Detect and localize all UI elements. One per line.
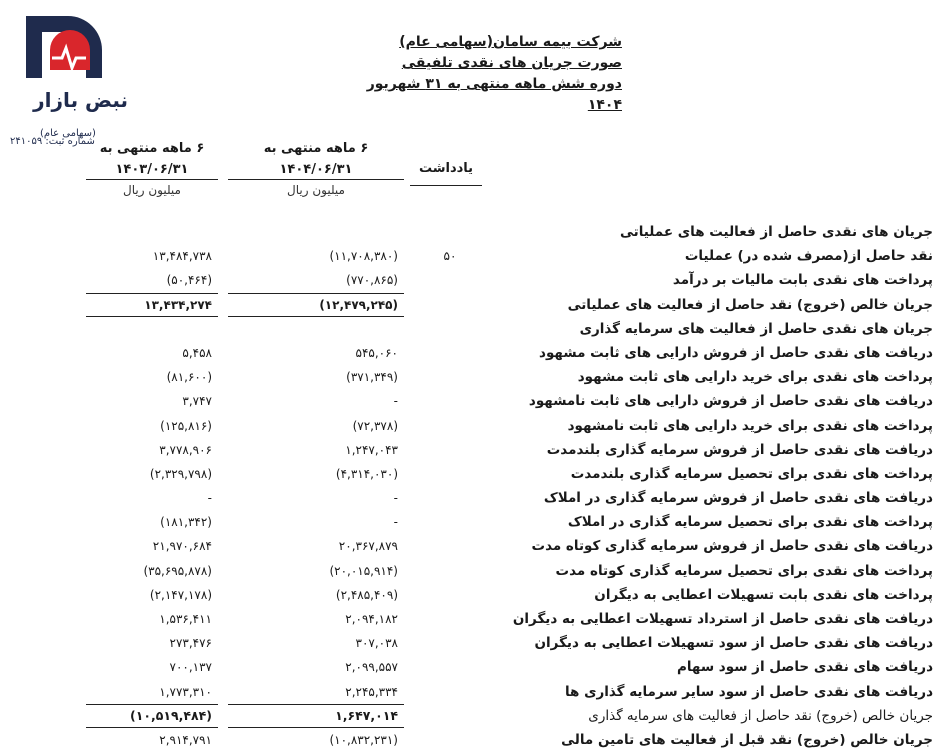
table-row	[0, 389, 945, 413]
row-current-value: -	[393, 515, 398, 530]
statement-header	[360, 32, 622, 116]
table-row	[0, 631, 945, 655]
row-previous-value: ۲۷۳,۴۷۶	[169, 636, 212, 651]
row-label: دریافت های نقدی حاصل از سود سهام	[676, 659, 933, 676]
row-previous-value: ۱,۵۳۶,۴۱۱	[159, 612, 212, 626]
row-previous-value: (۱۲۵,۸۱۶)	[160, 418, 212, 433]
row-current-value: (۲۰,۰۱۵,۹۱۴)	[329, 563, 398, 578]
row-current-value: (۴,۳۱۴,۰۳۰)	[335, 466, 398, 481]
table-row	[0, 510, 945, 534]
row-current-value: (۱۱,۷۰۸,۳۸۰)	[329, 249, 398, 264]
current-period-date: ۱۴۰۴/۰۶/۳۱	[228, 160, 404, 180]
table-row	[0, 268, 945, 292]
row-label: دریافت های نقدی حاصل از فروش سرمایه گذاری کوتاه مدت	[531, 538, 933, 555]
table-row	[0, 244, 945, 268]
row-previous-value: (۸۱,۶۰۰)	[166, 370, 212, 385]
previous-period-unit: میلیون ریال	[123, 183, 181, 197]
table-row	[0, 680, 945, 704]
table-row	[0, 655, 945, 679]
row-label: جریان خالص (خروج) نقد حاصل از فعالیت های عملیاتی	[567, 296, 933, 313]
row-current-value: ۲,۲۴۵,۳۳۴	[345, 684, 398, 699]
row-label: دریافت های نقدی حاصل از فروش دارایی های ثابت مشهود	[539, 344, 933, 361]
current-period-unit: میلیون ریال	[287, 183, 345, 197]
row-previous-value: (۳۵,۶۹۵,۸۷۸)	[143, 563, 212, 578]
row-previous-value: ۳,۷۴۷	[182, 394, 212, 409]
row-label: جریان خالص (خروج) نقد قبل از فعالیت های تامین مالی	[561, 731, 933, 748]
row-previous-value: ۳,۷۷۸,۹۰۶	[159, 442, 212, 457]
row-current-value: (۷۲,۳۷۸)	[352, 418, 398, 433]
row-label: پرداخت های نقدی بابت مالیات بر درآمد	[672, 272, 933, 289]
total-row-investing	[0, 704, 945, 728]
logo-subtitle: (سهامی عام)	[40, 128, 96, 139]
row-label: پرداخت های نقدی برای خرید دارایی های ثابت نامشهود	[567, 417, 933, 434]
row-label: دریافت های نقدی حاصل از استرداد تسهیلات اعطایی به دیگران	[512, 611, 933, 627]
row-previous-value: (۱۸۱,۳۴۲)	[160, 515, 212, 530]
table-row	[0, 341, 945, 365]
logo-name: نبض بازار	[33, 88, 128, 112]
company-title: شرکت بیمه سامان(سهامی عام)	[399, 34, 622, 50]
table-row	[0, 559, 945, 583]
row-label: پرداخت های نقدی برای تحصیل سرمایه گذاری در املاک	[567, 514, 933, 531]
table-row	[0, 365, 945, 389]
row-label: دریافت های نقدی حاصل از فروش سرمایه گذاری بلندمدت	[546, 441, 933, 458]
section-header-operating	[0, 220, 945, 244]
cash-flow-table	[0, 220, 945, 752]
row-note: ۵۰	[443, 249, 457, 264]
company-logo	[18, 10, 128, 140]
statement-title: صورت جریان های نقدی تلفیقی	[401, 55, 622, 71]
row-current-value: ۲۰,۳۶۷,۸۷۹	[338, 539, 398, 554]
row-previous-value: (۲,۱۴۷,۱۷۸)	[149, 587, 212, 602]
total-row-before-financing	[0, 728, 945, 752]
previous-period-title: ۶ ماهه منتهی به	[99, 141, 205, 156]
row-previous-value: ۲,۹۱۴,۷۹۱	[159, 732, 212, 747]
row-previous-value: -	[207, 491, 212, 506]
table-row	[0, 486, 945, 510]
row-current-value: (۳۷۱,۳۴۹)	[346, 370, 398, 385]
row-previous-value: ۷۰۰,۱۳۷	[169, 660, 212, 675]
row-current-value: ۲,۰۹۹,۵۵۷	[345, 660, 398, 675]
row-current-value: ۱,۲۴۷,۰۴۳	[345, 442, 398, 457]
row-current-value: (۱۲,۴۷۹,۲۴۵)	[228, 293, 404, 317]
row-label: پرداخت های نقدی برای خرید دارایی های ثابت مشهود	[577, 369, 933, 386]
row-label: جریان های نقدی حاصل از فعالیت های عملیاتی	[619, 224, 933, 240]
row-label: پرداخت های نقدی بابت تسهیلات اعطایی به دیگران	[594, 586, 933, 603]
row-label: دریافت های نقدی حاصل از فروش سرمایه گذاری در املاک	[543, 490, 933, 507]
table-row	[0, 607, 945, 631]
row-current-value: -	[393, 394, 398, 409]
row-previous-value: (۵۰,۴۶۴)	[166, 273, 212, 288]
column-header-note	[410, 152, 482, 186]
row-label: جریان خالص (خروج) نقد حاصل از فعالیت های سرمایه گذاری	[588, 707, 933, 724]
row-previous-value: ۲۱,۹۷۰,۶۸۴	[152, 539, 212, 554]
row-label: دریافت های نقدی حاصل از سود سایر سرمایه گذاری ها	[564, 683, 933, 700]
row-label: پرداخت های نقدی برای تحصیل سرمایه گذاری کوتاه مدت	[555, 562, 933, 579]
row-label: پرداخت های نقدی برای تحصیل سرمایه گذاری بلندمدت	[570, 465, 933, 482]
row-current-value: -	[393, 491, 398, 506]
note-title: یادداشت	[410, 152, 482, 186]
logo-mark-icon	[24, 14, 104, 80]
column-header-current	[228, 138, 404, 200]
row-previous-value: (۱۰,۵۱۹,۴۸۴)	[86, 704, 218, 728]
row-previous-value: ۵,۴۵۸	[182, 345, 212, 360]
period-title: دوره شش ماهه منتهی به ۳۱ شهریور ۱۴۰۴	[366, 76, 622, 113]
previous-period-date: ۱۴۰۳/۰۶/۳۱	[86, 160, 218, 180]
row-current-value: (۷۷۰,۸۶۵)	[346, 273, 398, 288]
table-row	[0, 462, 945, 486]
row-label: دریافت های نقدی حاصل از سود تسهیلات اعطایی به دیگران	[534, 635, 933, 652]
table-row	[0, 414, 945, 438]
row-current-value: ۲,۰۹۴,۱۸۲	[345, 612, 398, 626]
table-row	[0, 438, 945, 462]
row-current-value: ۵۴۵,۰۶۰	[355, 345, 398, 360]
registration-number: شماره ثبت: ۲۴۱۰۵۹	[10, 136, 95, 147]
row-previous-value: ۱۳,۴۳۴,۲۷۴	[86, 293, 218, 317]
table-row	[0, 583, 945, 607]
row-current-value: ۱,۶۴۷,۰۱۴	[228, 704, 404, 728]
current-period-title: ۶ ماهه منتهی به	[263, 141, 369, 156]
total-row-operating	[0, 293, 945, 317]
row-label: نقد حاصل از(مصرف شده در) عملیات	[684, 248, 933, 265]
row-previous-value: ۱۳,۴۸۴,۷۳۸	[152, 249, 212, 264]
table-row	[0, 534, 945, 558]
column-header-previous	[86, 138, 218, 200]
row-previous-value: (۲,۳۲۹,۷۹۸)	[149, 466, 212, 481]
row-label: دریافت های نقدی حاصل از فروش دارایی های ثابت نامشهود	[528, 393, 933, 410]
row-current-value: (۲,۴۸۵,۴۰۹)	[335, 587, 398, 602]
section-header-investing	[0, 317, 945, 341]
row-previous-value: ۱,۷۷۳,۳۱۰	[159, 684, 212, 699]
row-current-value: (۱۰,۸۳۲,۲۳۱)	[329, 732, 398, 747]
row-label: جریان های نقدی حاصل از فعالیت های سرمایه گذاری	[579, 320, 933, 337]
row-current-value: ۳۰۷,۰۳۸	[355, 636, 398, 651]
